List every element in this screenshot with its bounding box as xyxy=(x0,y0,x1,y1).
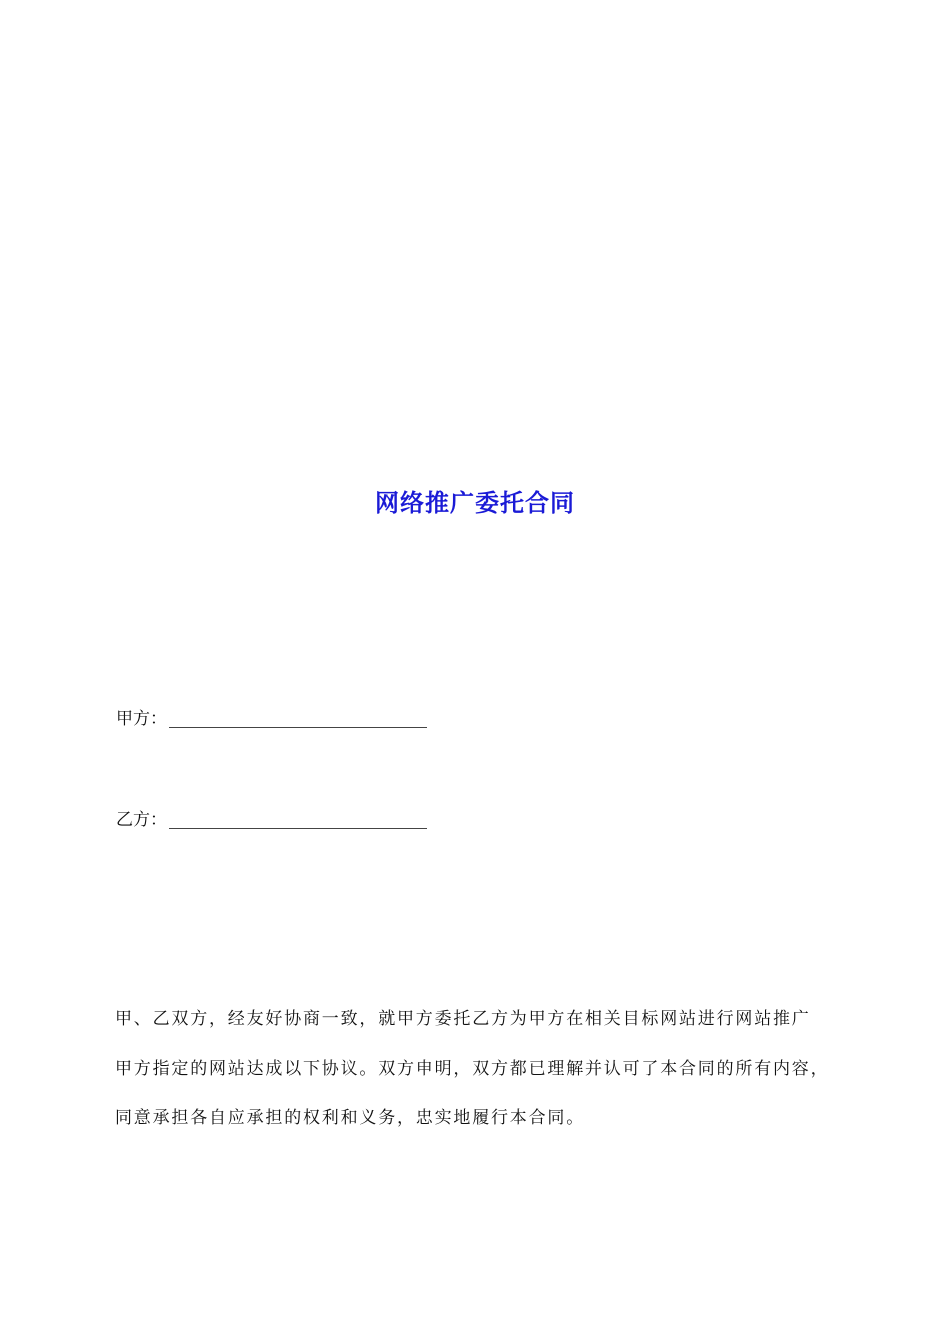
intro-line: 甲方指定的网站达成以下协议。双方申明，双方都已理解并认可了本合同的所有内容， xyxy=(115,1059,830,1079)
document-title: 网络推广委托合同 xyxy=(375,489,575,517)
intro-line: 同意承担各自应承担的权利和义务，忠实地履行本合同。 xyxy=(115,1108,585,1128)
party-a-line xyxy=(116,707,427,731)
intro-line: 甲、乙双方，经友好协商一致，就甲方委托乙方为甲方在相关目标网站进行网站推广 xyxy=(115,1009,811,1029)
party-b-line xyxy=(116,808,427,832)
party-b-label: 乙方： xyxy=(116,810,167,830)
party-b-blank xyxy=(169,827,427,829)
party-a-blank xyxy=(169,726,427,728)
party-a-label: 甲方： xyxy=(116,709,167,729)
